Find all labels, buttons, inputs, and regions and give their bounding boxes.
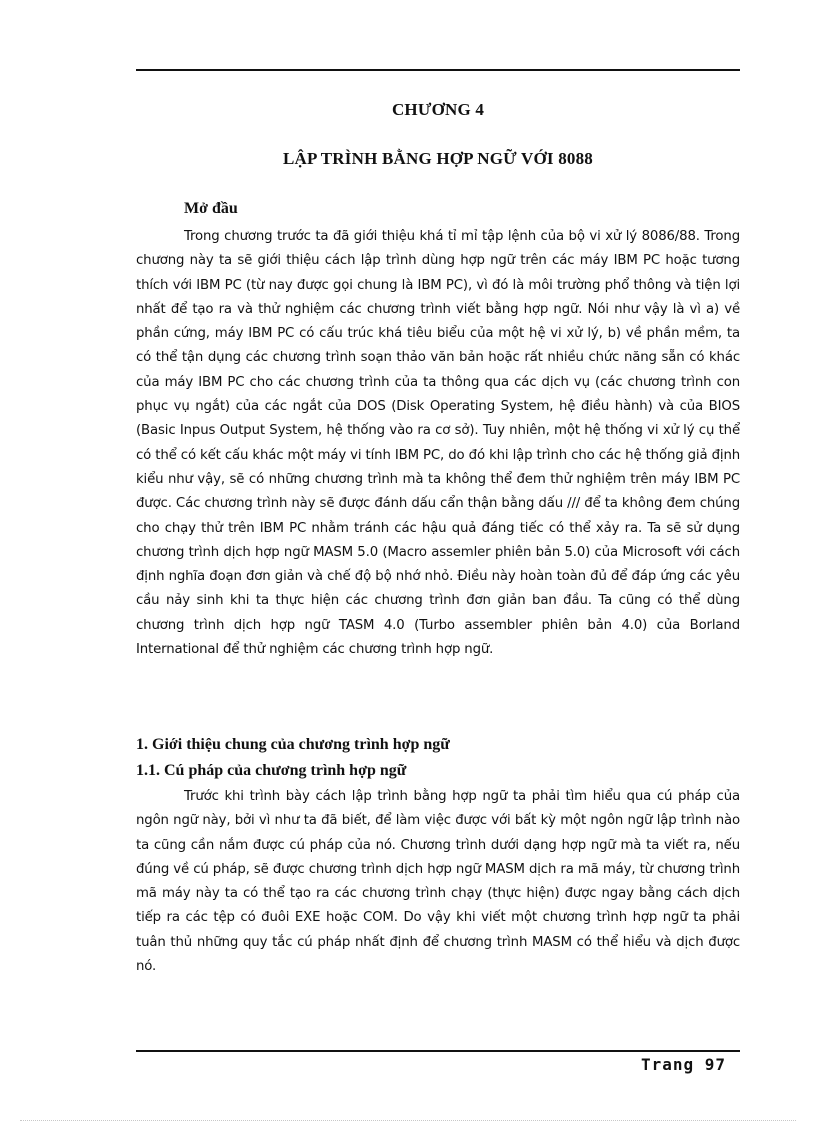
- footer-rule: [136, 1050, 740, 1052]
- section-1-1-paragraph: Trước khi trình bày cách lập trình bằng hợp ngữ ta phải tìm hiểu qua cú pháp của ngôn ngữ này, bởi vì như ta đã biết, để làm việc được với bất kỳ một ngôn ngữ lập trình nào ta cũng cần nắm được cú pháp của nó. Chương trình dưới dạng hợp ngữ mà ta viết ra, nếu đúng về cú pháp, sẽ được chương trình dịch hợp ngữ MASM dịch ra mã máy, từ chương trình mã máy này ta có thể tạo ra các chương trình chạy (thực hiện) được ngay bằng cách dịch tiếp ra các tệp có đuôi EXE hoặc COM. Do vậy khi viết một chương trình hợp ngữ ta phải tuân thủ những quy tắc cú pháp nhất định để chương trình MASM có thể hiểu và dịch được nó.: [136, 789, 740, 975]
- section-1-1-heading: 1.1. Cú pháp của chương trình hợp ngữ: [136, 762, 407, 779]
- intro-heading: Mở đầu: [184, 200, 238, 217]
- section-1-heading: 1. Giới thiệu chung của chương trình hợp ngữ: [136, 736, 450, 753]
- chapter-label: CHƯƠNG 4: [391, 100, 485, 119]
- page-bottom-dotted-line: [20, 1120, 796, 1121]
- page-number: Trang 97: [640, 1055, 726, 1074]
- intro-paragraph: Trong chương trước ta đã giới thiệu khá tỉ mỉ tập lệnh của bộ vi xử lý 8086/88. Trong chương này ta sẽ giới thiệu cách lập trình dùng hợp ngữ trên các máy IBM PC hoặc tương thích với IBM PC (từ nay được gọi chung là IBM PC), vì đó là môi trường phổ thông và tiện lợi nhất để tạo ra và thử nghiệm các chương trình viết bằng hợp ngữ. Nói như vậy là vì a) về phần cứng, máy IBM PC có cấu trúc khá tiêu biểu của một hệ vi xử lý, b) về phần mềm, ta có thể tận dụng các chương trình soạn thảo văn bản hoặc rất nhiều chức năng sẵn có khác của máy IBM PC cho các chương trình của ta thông qua các dịch vụ (các chương trình con phục vụ ngắt) của các ngắt của DOS (Disk Operating System, hệ điều hành) và của BIOS (Basic Inpus Output System, hệ thống vào ra cơ sở). Tuy nhiên, một hệ thống vi xử lý cụ thể có thể có kết cấu khác một máy vi tính IBM PC, do đó khi lập trình cho các hệ thống giả định kiểu như vậy, sẽ có những chương trình mà ta không thể đem thử nghiệm trên máy IBM PC được. Các chương trình này sẽ được đánh dấu cẩn thận bằng dấu /// để ta không đem chúng cho chạy thử trên IBM PC nhằm tránh các hậu quả đáng tiếc có thể xảy ra. Ta sẽ sử dụng chương trình dịch hợp ngữ MASM 5.0 (Macro assemler phiên bản 5.0) của Microsoft với cách định nghĩa đoạn đơn giản và chế độ bộ nhớ nhỏ. Điều này hoàn toàn đủ để đáp ứng các yêu cầu nảy sinh khi ta thực hiện các chương trình đơn giản ban đầu. Ta cũng có thể dùng chương trình dịch hợp ngữ TASM 4.0 (Turbo assembler phiên bản 4.0) của Borland International để thử nghiệm các chương trình hợp ngữ.: [136, 229, 740, 658]
- header-rule: [136, 69, 740, 71]
- chapter-title: LẬP TRÌNH BẰNG HỢP NGỮ VỚI 8088: [282, 149, 594, 168]
